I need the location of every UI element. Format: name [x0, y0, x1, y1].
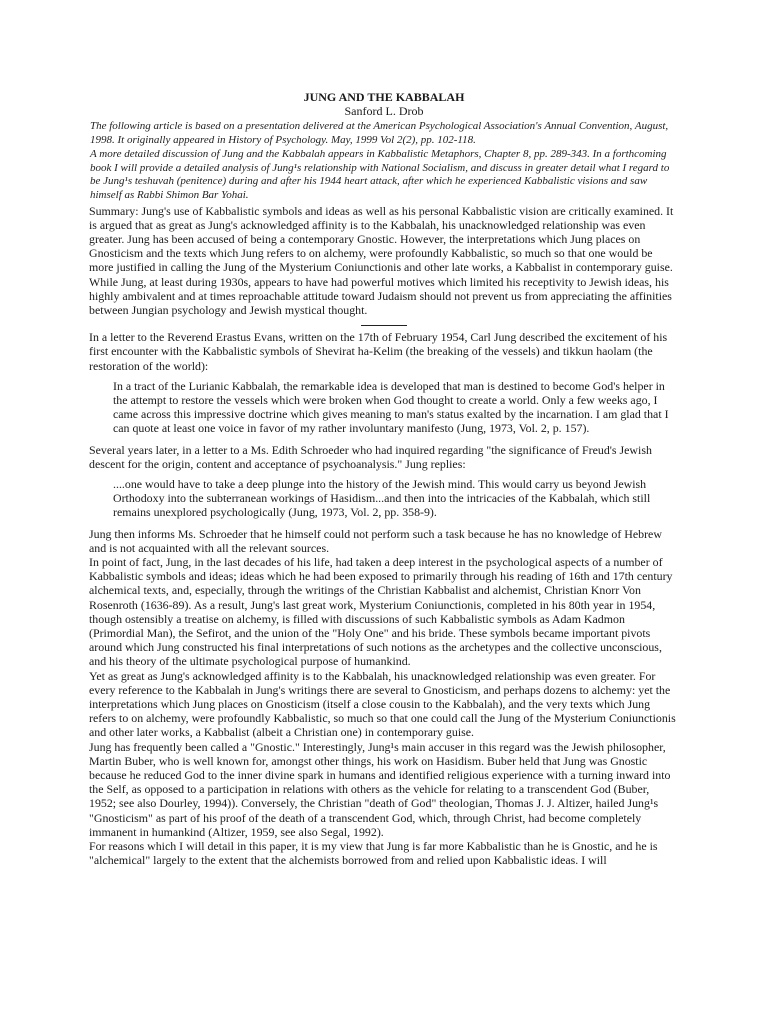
body-paragraph-4: In point of fact, Jung, in the last decades of his life, had taken a deep interest in the psychological aspects of a number of Kabbalistic symbols and ideas; ideas which he had been exposed to primarily through his reading of 16th and 17th century alchemical texts, and, especially, through the writings of the Christian Kabbalist and alchemist, Christian Knorr Von Rosenroth (1636-89). As a result, Jung's last great work, Mysterium Coniunctionis, completed in his 80th year in 1954, though ostensibly a treatise on alchemy, is filled with discussions of such Kabbalistic symbols as Adam Kadmon (Primordial Man), the Sefirot, and the union of the "Holy One" and his bride. These symbols became important pivots around which Jung constructed his final interpretations of such notions as the archetypes and the collective unconscious, and his theory of the ultimate psychological purpose of humankind. — [89, 555, 673, 669]
block-quote-1: In a tract of the Lurianic Kabbalah, the remarkable idea is developed that man is destined to become God's helper in the attempt to restore the vessels which were broken when God thought to create a world. Only a few weeks ago, I came across this impressive doctrine which gives meaning to man's status exalted by the incarnation. I am glad that I can quote at least one voice in favor of my rather involuntary manifesto (Jung, 1973, Vol. 2, p. 157). — [113, 378, 669, 436]
body-paragraph-2: Several years later, in a letter to a Ms. Edith Schroeder who had inquired regarding "the significance of Freud's Jewish descent for the origin, content and acceptance of psychoanalysis." Jung replies: — [89, 442, 652, 471]
article-title: JUNG AND THE KABBALAH — [303, 90, 465, 104]
body-paragraph-6: Jung has frequently been called a "Gnostic." Interestingly, Jung¹s main accuser in this regard was the Jewish philosopher, Martin Buber, who is well known for, amongst other things, his work on Hasidism. Buber held that Jung was Gnostic because he reduced God to the inner divine spark in humans and identified religious experience with a turning inward into the Self, as opposed to a participation in relations with others as the vehicle for relating to a transcendent God (Buber, 1952; see also Dourley, 1994)). Conversely, the Christian "death of God" theologian, Thomas J. J. Altizer, hailed Jung¹s "Gnosticism" as part of his proof of the death of a transcendent God, which, through Christ, had become completely immanent in humankind (Altizer, 1959, see also Segal, 1992). — [89, 739, 671, 839]
publication-note: The following article is based on a presentation delivered at the American Psychological Association's Annual Convention, August, 1998. It originally appeared in History of Psychology. May, 1999 Vol 2(2), pp. 102-118. — [90, 120, 669, 146]
book-note: A more detailed discussion of Jung and the Kabbalah appears in Kabbalistic Metaphors, Chapter 8, pp. 289-343. In a forthcoming book I will provide a detailed analysis of Jung¹s relationship with National Socialism, and discuss in greater detail what I regard to be Jung¹s teshuvah (penitence) during and after his 1944 heart attack, after which he experienced Kabbalistic visions and saw himself as Rabbi Shimon Bar Yohai. — [90, 148, 670, 201]
body-paragraph-7: For reasons which I will detail in this paper, it is my view that Jung is far more Kabbalistic than he is Gnostic, and he is "alchemical" largely to the extent that the alchemists borrowed from and relied upon Kabbalistic ideas. I will — [89, 839, 658, 868]
body-paragraph-1: In a letter to the Reverend Erastus Evans, written on the 17th of February 1954, Carl Jung described the excitement of his first encounter with the Kabbalistic symbols of Shevirat ha-Kelim (the breaking of the vessels) and tikkun haolam (the restoration of the world): — [89, 330, 668, 373]
article — [89, 90, 679, 868]
summary-paragraph: Summary: Jung's use of Kabbalistic symbols and ideas as well as his personal Kabbalistic vision are critically examined. It is argued that as great as Jung's acknowledged affinity is to the Kabbalah, his unacknowledged relationship was even greater. Jung has been accused of being a contemporary Gnostic. However, the interpretations which Jung places on Gnosticism and the texts which Jung refers to on alchemy, were profoundly Kabbalistic, so much so that one would be more justified in calling the Jung of the Mysterium Coniunctionis and other late works, a Kabbalist in contemporary guise. While Jung, at least during 1930s, appears to have had powerful motives which limited his receptivity to Jewish ideas, his highly ambivalent and at times reproachable attitude toward Judaism should not prevent us from appreciating the affinities between Jungian psychology and Jewish mystical thought. — [89, 203, 674, 317]
article-author: Sanford L. Drob — [344, 104, 424, 118]
block-quote-2: ....one would have to take a deep plunge into the history of the Jewish mind. This would carry us beyond Jewish Orthodoxy into the subterranean workings of Hasidism...and then into the intricacies of the Kabbalah, which still remains unexplored psychologically (Jung, 1973, Vol. 2, pp. 358-9). — [113, 477, 651, 520]
body-paragraph-3: Jung then informs Ms. Schroeder that he himself could not perform such a task because he has no knowledge of Hebrew and is not acquainted with all the relevant sources. — [89, 526, 662, 555]
body-paragraph-5: Yet as great as Jung's acknowledged affinity is to the Kabbalah, his unacknowledged relationship was even greater. For every reference to the Kabbalah in Jung's writings there are several to Gnosticism, and perhaps dozens to alchemy: yet the interpretations which Jung places on Gnosticism (itself a close cousin to the Kabbalah), and the very texts which Jung refers to on alchemy, were profoundly Kabbalistic, so much so that one could call the Jung of the Mysterium Coniunctionis and other later works, a Kabbalist (albeit a Christian one) in contemporary guise. — [89, 668, 676, 740]
section-divider — [361, 325, 407, 326]
